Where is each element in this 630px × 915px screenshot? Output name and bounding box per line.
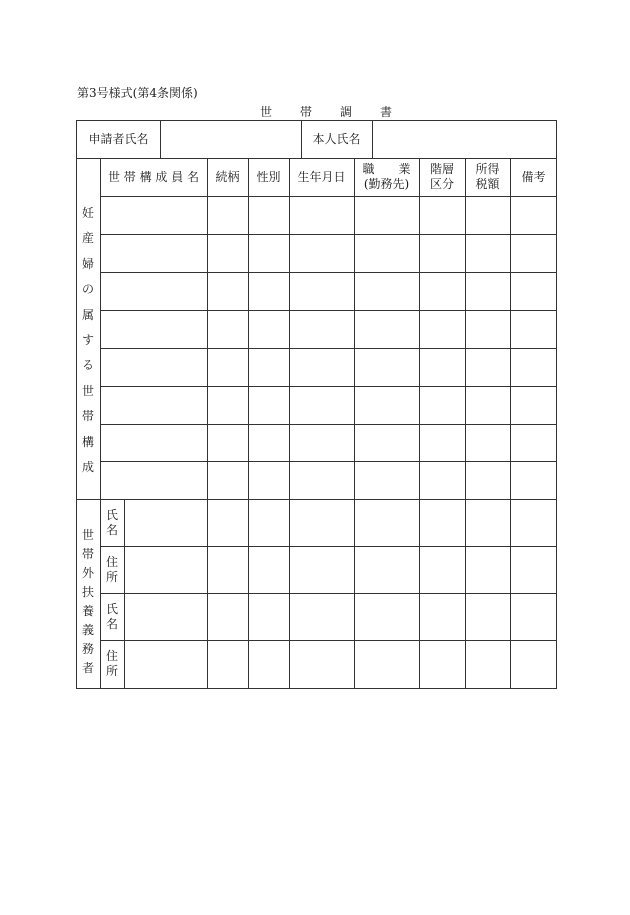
- title-char: 世: [260, 105, 273, 119]
- column-occupation: [354, 162, 419, 192]
- column-occupation-line2: (勤務先): [363, 177, 410, 191]
- title-char: 書: [380, 105, 393, 119]
- column-class-line2: 区分: [429, 177, 454, 191]
- column-birthdate: 生年月日: [297, 170, 346, 184]
- column-class-line1: 階層: [429, 162, 454, 176]
- title-char: 調: [340, 105, 353, 119]
- outside-dependents-section-label: 世 帯 外 扶 養 義 務 者: [81, 528, 94, 675]
- document-title: [260, 103, 392, 120]
- title-char: 帯: [300, 105, 313, 119]
- outside-row-address-label: 住 所: [105, 649, 118, 678]
- column-class: [419, 162, 465, 192]
- applicant-name-label: 申請者氏名: [88, 132, 149, 146]
- outside-row-name-label: 氏 名: [105, 602, 118, 631]
- column-tax-line2: 税額: [475, 177, 500, 191]
- form-number-label: 第3号様式(第4条関係): [77, 86, 198, 100]
- household-survey-form: [76, 120, 557, 689]
- column-remarks: 備考: [521, 170, 546, 184]
- person-name-label: 本人氏名: [312, 132, 361, 146]
- outside-row-name-label: 氏 名: [105, 508, 118, 537]
- column-relation: 続柄: [215, 170, 240, 184]
- household-section-label: 妊 産 婦 の 属 す る 世 帯 構 成: [81, 206, 94, 474]
- column-income-tax: [465, 162, 510, 192]
- column-tax-line1: 所得: [475, 162, 500, 176]
- column-occupation-line1: 職 業: [362, 162, 411, 176]
- column-member-name: 世 帯 構 成 員 名: [107, 170, 200, 184]
- column-sex: 性別: [256, 170, 281, 184]
- outside-row-address-label: 住 所: [105, 555, 118, 584]
